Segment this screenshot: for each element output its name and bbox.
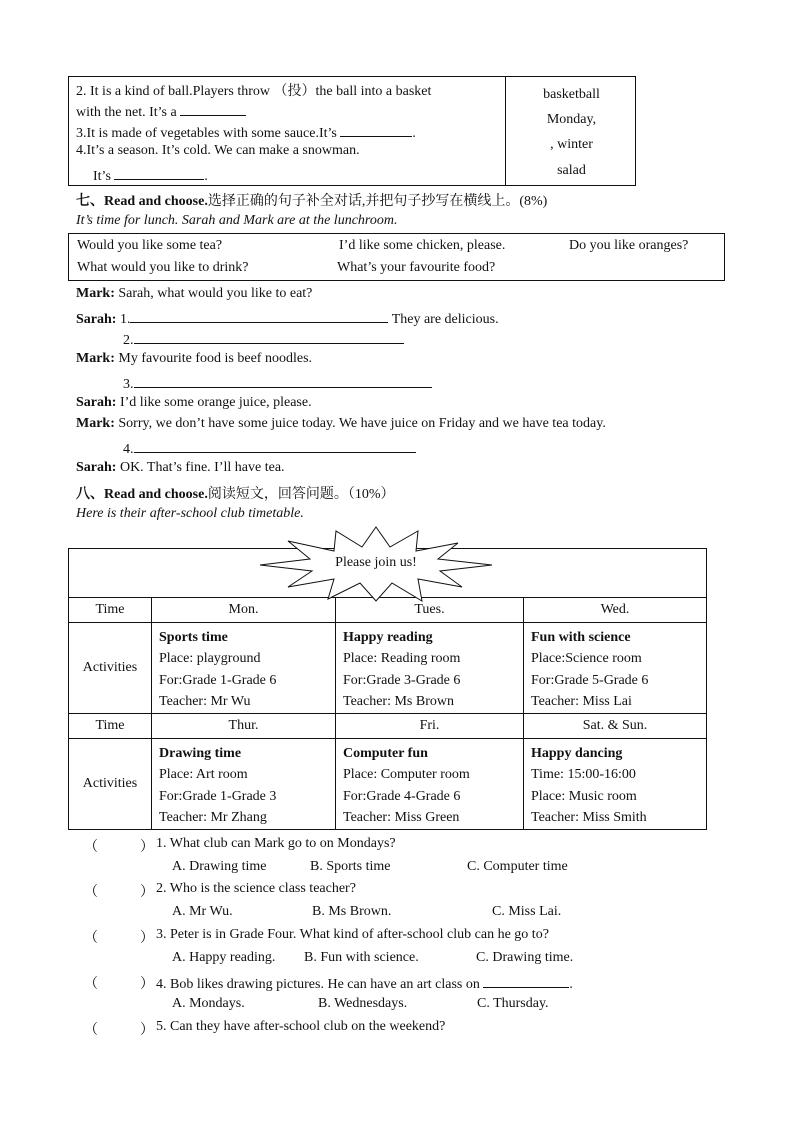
day-tues: Tues. [336,598,524,623]
q2-option-a[interactable]: A. Mr Wu. [172,904,233,919]
q4-option-c[interactable]: C. Thursday. [477,996,549,1011]
section8-intro: Here is their after-school club timetable. [76,506,304,521]
day-thur: Thur. [152,714,336,739]
club-cell-mon: Sports time Place: playground For:Grade 1-Grade 6 Teacher: Mr Wu [152,623,336,714]
answer-blank[interactable] [180,101,246,116]
day-weekend: Sat. & Sun. [524,714,707,739]
section7-heading: 七、Read and choose.选择正确的句子补全对话,并把句子抄写在横线上。(8%) [76,194,548,209]
q4-option-a[interactable]: A. Mondays. [172,996,245,1011]
option-1: Would you like some tea? [77,238,223,253]
club-cell-tues: Happy reading Place: Reading room For:Grade 3-Grade 6 Teacher: Ms Brown [336,623,524,714]
section8-heading: 八、Read and choose.阅读短文，回答问题。（10%） [76,487,395,502]
word-bank-4: salad [557,163,586,178]
activities-label: Activities [69,623,152,714]
club-cell-thur: Drawing time Place: Art room For:Grade 1-Grade 3 Teacher: Mr Zhang [152,739,336,830]
q4-paren-open: （ [84,977,98,992]
q3-option-a[interactable]: A. Happy reading. [172,950,276,965]
banner-text: Please join us! [335,555,417,570]
q2-paren-close: ） [140,885,154,900]
q1-text: 1. What club can Mark go to on Mondays? [156,836,396,851]
q3-paren-open: （ [84,931,98,946]
dialogue-line-3: 2. [123,329,404,349]
q2-option-b[interactable]: B. Ms Brown. [312,904,392,919]
day-wed: Wed. [524,598,707,623]
q4-answer-blank[interactable] [483,973,569,988]
answer-blank[interactable] [340,122,412,137]
answer-blank[interactable] [114,165,204,180]
q5-paren-open: （ [84,1023,98,1038]
activities-label: Activities [69,739,152,830]
q1-paren-close: ） [140,840,154,855]
starburst-banner [258,525,494,603]
q4-line-1: 4.It’s a season. It’s cold. We can make a snowman. [76,143,360,158]
q4-option-b[interactable]: B. Wednesdays. [318,996,408,1011]
dialogue-line-6: Sarah: I’d like some orange juice, please. [76,395,312,410]
q4-paren-close: ） [140,977,154,992]
q2-paren-open: （ [84,885,98,900]
q3-text: 3. Peter is in Grade Four. What kind of after-school club can he go to? [156,927,549,942]
q3-option-b[interactable]: B. Fun with science. [304,950,419,965]
q2-line-2: with the net. It’s a [76,101,246,121]
club-cell-wed: Fun with science Place:Science room For:Grade 5-Grade 6 Teacher: Miss Lai [524,623,707,714]
dialogue-line-8: 4. [123,438,416,458]
day-fri: Fri. [336,714,524,739]
word-bank-3: , winter [550,137,593,152]
dialogue-blank-2[interactable] [134,329,404,344]
q2-option-c[interactable]: C. Miss Lai. [492,904,562,919]
word-bank-2: Monday, [546,112,597,127]
q2-text: 2. Who is the science class teacher? [156,881,356,896]
dialogue-line-1: Mark: Sarah, what would you like to eat? [76,286,313,301]
q5-paren-close: ） [140,1023,154,1038]
dialogue-blank-4[interactable] [134,438,416,453]
day-mon: Mon. [152,598,336,623]
dialogue-line-5: 3. [123,373,432,393]
q3-line: 3.It is made of vegetables with some sauce.It’s . [76,122,416,142]
option-4: What would you like to drink? [77,260,249,275]
q4-text: 4. Bob likes drawing pictures. He can have an art class on . [156,973,573,993]
q1-option-b[interactable]: B. Sports time [310,859,391,874]
dialogue-blank-1[interactable] [130,308,388,323]
vocab-question-box [68,76,636,186]
option-5: What’s your favourite food? [337,260,496,275]
q3-paren-close: ） [140,931,154,946]
option-2: I’d like some chicken, please. [339,238,506,253]
q1-paren-open: （ [84,840,98,855]
time-label: Time [69,598,152,623]
word-bank-1: basketball [543,87,600,102]
dialogue-blank-3[interactable] [134,373,432,388]
dialogue-line-4: Mark: My favourite food is beef noodles. [76,351,313,366]
sentence-options-box [68,233,725,281]
q1-option-c[interactable]: C. Computer time [467,859,568,874]
q2-line-1: 2. It is a kind of ball.Players throw （投）the ball into a basket [76,84,432,99]
q5-text: 5. Can they have after-school club on the weekend? [156,1019,446,1034]
q1-option-a[interactable]: A. Drawing time [172,859,267,874]
option-3: Do you like oranges? [569,238,689,253]
section7-intro: It’s time for lunch. Sarah and Mark are at the lunchroom. [76,213,398,228]
club-cell-weekend: Happy dancing Time: 15:00-16:00 Place: Music room Teacher: Miss Smith [524,739,707,830]
dialogue-line-2: Sarah: 1. They are delicious. [76,308,499,328]
time-label: Time [69,714,152,739]
q4-line-2: It’s . [93,165,208,185]
dialogue-line-9: Sarah: OK. That’s fine. I’ll have tea. [76,460,285,475]
club-cell-fri: Computer fun Place: Computer room For:Grade 4-Grade 6 Teacher: Miss Green [336,739,524,830]
q3-option-c[interactable]: C. Drawing time. [476,950,574,965]
dialogue-line-7: Mark: Sorry, we don’t have some juice today. We have juice on Friday and we have tea today. [76,416,606,431]
